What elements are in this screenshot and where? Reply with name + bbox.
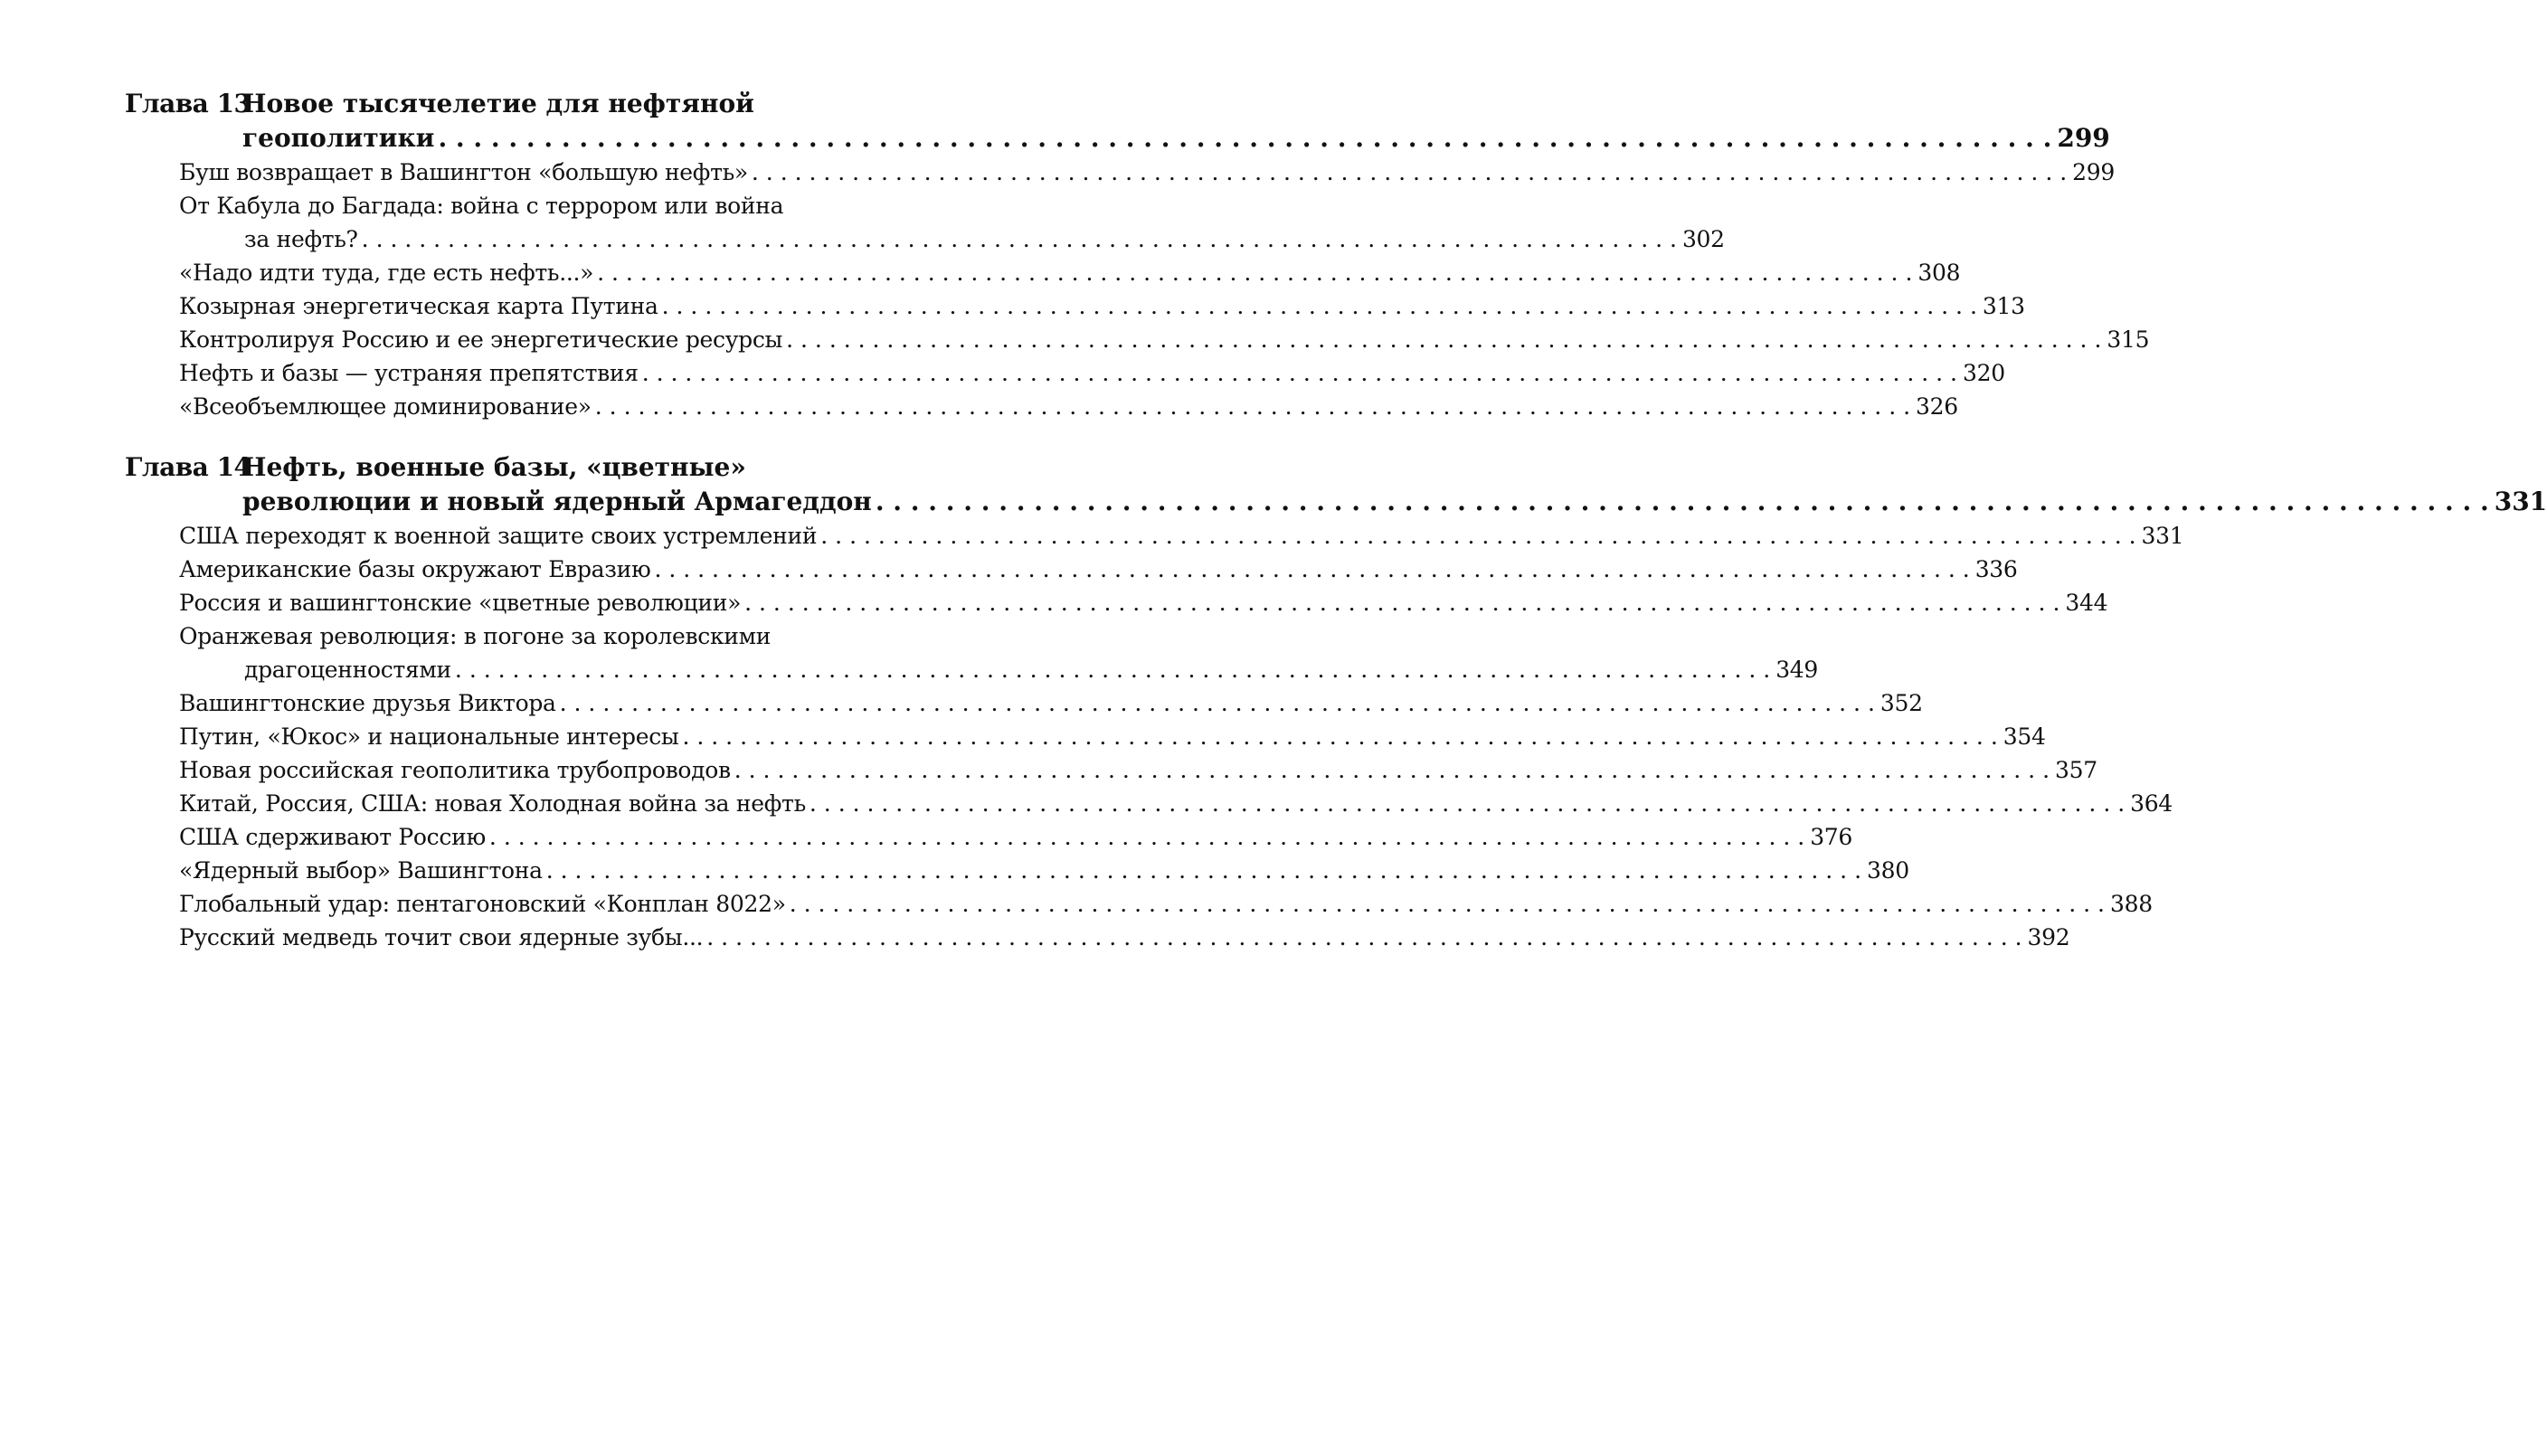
entry-page-number: 388 xyxy=(2109,891,2153,917)
entry-title: Буш возвращает в Вашингтон «большую нефть» xyxy=(179,159,748,185)
entry-title: «Всеобъемлющее доминирование» xyxy=(179,393,592,420)
toc-entry[interactable] xyxy=(179,753,2097,787)
chapter-label: Глава 13 xyxy=(125,89,251,118)
chapter-title-line1: Новое тысячелетие для нефтяной xyxy=(242,89,754,118)
chapter-13 xyxy=(125,87,2150,423)
leader-dots xyxy=(654,553,1969,586)
toc-entry[interactable] xyxy=(179,820,1853,854)
leader-dots xyxy=(810,787,2125,820)
leader-dots xyxy=(876,485,2489,519)
chapter-14 xyxy=(125,450,2547,954)
entry-title: Контролируя Россию и ее энергетические ресурсы xyxy=(179,326,783,353)
chapter-label: Глава 14 xyxy=(125,452,251,482)
leader-dots xyxy=(752,156,2067,189)
entry-title: Россия и вашингтонские «цветные революции» xyxy=(179,590,742,616)
entry-page-number: 320 xyxy=(1962,360,2005,386)
toc-entry[interactable] xyxy=(179,553,2018,586)
leader-dots xyxy=(362,222,1677,256)
toc-entry[interactable] xyxy=(179,323,2150,356)
entry-title: Китай, Россия, США: новая Холодная война за нефть xyxy=(179,790,806,817)
entry-title: «Ядерный выбор» Вашингтона xyxy=(179,857,543,884)
chapter-page-number: 331 xyxy=(2494,487,2547,516)
entry-page-number: 357 xyxy=(2055,757,2097,783)
toc-entry[interactable] xyxy=(179,921,2070,954)
entry-page-number: 299 xyxy=(2072,159,2115,185)
entry-page-number: 336 xyxy=(1974,556,2018,582)
entry-title: «Надо идти туда, где есть нефть...» xyxy=(179,260,594,286)
chapter-title-line1: Нефть, военные базы, «цветные» xyxy=(242,452,746,482)
leader-dots xyxy=(560,686,1875,720)
leader-dots xyxy=(597,256,1912,289)
entry-page-number: 308 xyxy=(1917,260,1961,286)
entry-page-number: 392 xyxy=(2027,924,2070,950)
toc-entry[interactable] xyxy=(179,156,2115,189)
chapter-heading xyxy=(125,450,2547,519)
entry-title-line2: за нефть? xyxy=(244,226,358,252)
toc-entry[interactable] xyxy=(179,619,1819,686)
leader-dots xyxy=(662,289,1977,323)
entry-page-number: 344 xyxy=(2065,590,2108,616)
leader-dots xyxy=(595,390,1910,423)
entry-page-number: 302 xyxy=(1681,226,1725,252)
entry-page-number: 364 xyxy=(2130,790,2173,817)
entry-page-number: 354 xyxy=(2003,723,2046,750)
entry-page-number: 376 xyxy=(1810,824,1853,850)
toc-entry[interactable] xyxy=(179,586,2108,619)
entry-page-number: 326 xyxy=(1916,393,1958,420)
chapter-page-number: 299 xyxy=(2057,123,2110,153)
toc-entry[interactable] xyxy=(179,390,1958,423)
leader-dots xyxy=(820,519,2135,553)
toc-entry[interactable] xyxy=(179,720,2046,753)
chapter-title xyxy=(242,450,2547,519)
toc-entry[interactable] xyxy=(179,189,1725,256)
entry-title-line2: драгоценностями xyxy=(244,657,451,683)
entry-page-number: 331 xyxy=(2141,523,2184,549)
toc-entry[interactable] xyxy=(179,887,2153,921)
leader-dots xyxy=(734,753,2050,787)
toc-entry[interactable] xyxy=(179,356,2005,390)
entry-page-number: 349 xyxy=(1775,657,1819,683)
leader-dots xyxy=(455,653,1770,686)
leader-dots xyxy=(786,323,2101,356)
entry-title: Русский медведь точит свои ядерные зубы... xyxy=(179,924,704,950)
entry-page-number: 313 xyxy=(1982,293,2025,319)
toc-entry[interactable] xyxy=(179,787,2173,820)
chapter-title-line2: революции и новый ядерный Армагеддон xyxy=(242,487,872,516)
entry-page-number: 315 xyxy=(2107,326,2150,353)
toc-entry[interactable] xyxy=(179,289,2025,323)
toc-entry[interactable] xyxy=(179,256,1961,289)
leader-dots xyxy=(489,820,1804,854)
entry-title: Нефть и базы — устраняя препятствия xyxy=(179,360,639,386)
entry-page-number: 380 xyxy=(1867,857,1909,884)
leader-dots xyxy=(706,921,2022,954)
leader-dots xyxy=(642,356,1957,390)
entry-title: США сдерживают Россию xyxy=(179,824,486,850)
chapter-title xyxy=(242,87,2110,156)
entry-title: Новая российская геополитика трубопроводов xyxy=(179,757,731,783)
leader-dots xyxy=(546,854,1861,887)
leader-dots xyxy=(683,720,1998,753)
entry-title: Вашингтонские друзья Виктора xyxy=(179,690,556,716)
chapter-title-line2: геополитики xyxy=(242,123,435,153)
entry-page-number: 352 xyxy=(1879,690,1923,716)
toc-entry[interactable] xyxy=(179,854,1909,887)
chapter-heading xyxy=(125,87,2110,156)
toc-entry[interactable] xyxy=(179,519,2184,553)
entry-title: США переходят к военной защите своих устремлений xyxy=(179,523,818,549)
entry-title-line1: От Кабула до Багдада: война с террором или война xyxy=(179,193,784,219)
entry-title: Козырная энергетическая карта Путина xyxy=(179,293,658,319)
entry-title-line1: Оранжевая революция: в погоне за королевскими xyxy=(179,623,772,649)
section-list xyxy=(125,519,2184,954)
leader-dots xyxy=(790,887,2105,921)
toc-entry[interactable] xyxy=(179,686,1923,720)
entry-title: Американские базы окружают Евразию xyxy=(179,556,651,582)
leader-dots xyxy=(438,121,2051,156)
entry-title: Глобальный удар: пентагоновский «Конплан 8022» xyxy=(179,891,786,917)
section-list xyxy=(125,156,2150,423)
leader-dots xyxy=(744,586,2059,619)
entry-title: Путин, «Юкос» и национальные интересы xyxy=(179,723,679,750)
